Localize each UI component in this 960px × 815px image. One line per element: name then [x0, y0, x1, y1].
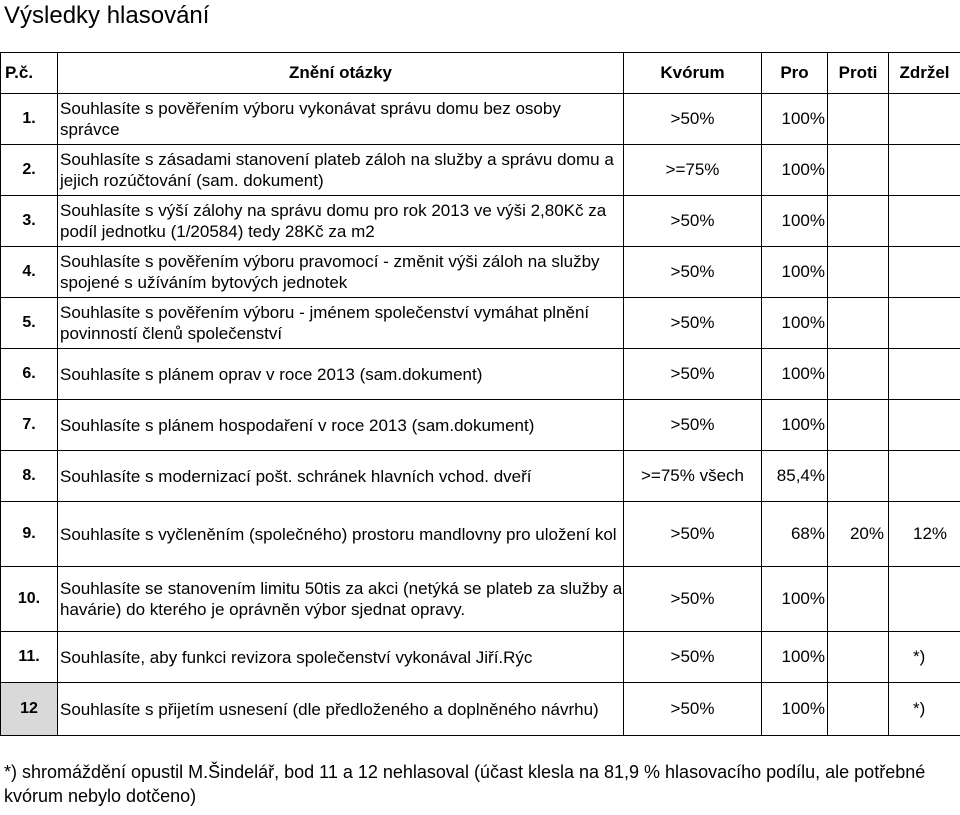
- row-question: Souhlasíte s přijetím usnesení (dle předloženého a doplněného návrhu): [58, 683, 624, 736]
- row-proti: [828, 400, 889, 451]
- row-number: 8.: [1, 451, 58, 502]
- row-proti: [828, 567, 889, 632]
- row-question: Souhlasíte s vyčleněním (společného) prostoru mandlovny pro uložení kol: [58, 502, 624, 567]
- row-proti: [828, 298, 889, 349]
- row-proti: [828, 196, 889, 247]
- row-zdrzel: [889, 94, 960, 145]
- table-row: [1, 298, 960, 349]
- row-question: Souhlasíte s pověřením výboru vykonávat správu domu bez osoby správce: [58, 94, 624, 145]
- row-zdrzel: 12%: [889, 502, 960, 567]
- row-quorum: >50%: [624, 400, 762, 451]
- row-question: Souhlasíte se stanovením limitu 50tis za akci (netýká se plateb za služby a havárie) do kterého je oprávněn výbor sjednat opravy.: [58, 567, 624, 632]
- row-quorum: >50%: [624, 502, 762, 567]
- row-proti: [828, 247, 889, 298]
- header-quorum: Kvórum: [624, 53, 762, 94]
- row-zdrzel: [889, 145, 960, 196]
- row-number: 10.: [1, 567, 58, 632]
- row-quorum: >=75%: [624, 145, 762, 196]
- row-proti: [828, 451, 889, 502]
- header-proti: Proti: [828, 53, 889, 94]
- row-quorum: >50%: [624, 247, 762, 298]
- row-proti: [828, 349, 889, 400]
- row-pro: 100%: [762, 349, 828, 400]
- row-proti: [828, 94, 889, 145]
- row-quorum: >50%: [624, 298, 762, 349]
- row-quorum: >50%: [624, 94, 762, 145]
- row-pro: 100%: [762, 400, 828, 451]
- header-zdrzel: Zdržel: [889, 53, 960, 94]
- row-number: 11.: [1, 632, 58, 683]
- row-question: Souhlasíte s výší zálohy na správu domu pro rok 2013 ve výši 2,80Kč za podíl jednotku (1/20584) tedy 28Kč za m2: [58, 196, 624, 247]
- row-quorum: >50%: [624, 349, 762, 400]
- row-zdrzel: [889, 298, 960, 349]
- row-number: 3.: [1, 196, 58, 247]
- page-title: Výsledky hlasování: [4, 2, 210, 29]
- row-number: 4.: [1, 247, 58, 298]
- row-zdrzel: *): [889, 683, 960, 736]
- row-number: 9.: [1, 502, 58, 567]
- row-quorum: >50%: [624, 196, 762, 247]
- header-row: [1, 53, 960, 94]
- row-number: 5.: [1, 298, 58, 349]
- row-quorum: >50%: [624, 683, 762, 736]
- table-row: [1, 683, 960, 736]
- row-question: Souhlasíte s zásadami stanovení plateb záloh na služby a správu domu a jejich rozúčtování (sam. dokument): [58, 145, 624, 196]
- row-question: Souhlasíte s modernizací pošt. schránek hlavních vchod. dveří: [58, 451, 624, 502]
- row-question: Souhlasíte s plánem oprav v roce 2013 (sam.dokument): [58, 349, 624, 400]
- row-pro: 100%: [762, 632, 828, 683]
- row-question: Souhlasíte s plánem hospodaření v roce 2013 (sam.dokument): [58, 400, 624, 451]
- row-zdrzel: [889, 349, 960, 400]
- row-pro: 100%: [762, 247, 828, 298]
- table-row: [1, 94, 960, 145]
- row-pro: 100%: [762, 298, 828, 349]
- table-row: [1, 196, 960, 247]
- row-question: Souhlasíte s pověřením výboru - jménem společenství vymáhat plnění povinností členů společenství: [58, 298, 624, 349]
- table-row: [1, 632, 960, 683]
- row-question: Souhlasíte, aby funkci revizora společenství vykonával Jiří.Rýc: [58, 632, 624, 683]
- row-proti: [828, 145, 889, 196]
- row-number: 2.: [1, 145, 58, 196]
- row-zdrzel: [889, 451, 960, 502]
- table-row: [1, 400, 960, 451]
- row-pro: 100%: [762, 196, 828, 247]
- row-pro: 100%: [762, 145, 828, 196]
- row-pro: 100%: [762, 94, 828, 145]
- header-pc: P.č.: [1, 53, 58, 94]
- row-zdrzel: [889, 400, 960, 451]
- footnote: *) shromáždění opustil M.Šindelář, bod 11 a 12 nehlasoval (účast klesla na 81,9 % hlasovacího podílu, ale potřebné kvórum nebylo dotčeno): [4, 762, 926, 806]
- row-number: 1.: [1, 94, 58, 145]
- table-row: [1, 451, 960, 502]
- row-pro: 85,4%: [762, 451, 828, 502]
- row-proti: [828, 683, 889, 736]
- row-pro: 100%: [762, 683, 828, 736]
- row-zdrzel: [889, 567, 960, 632]
- table-row: [1, 502, 960, 567]
- row-zdrzel: [889, 196, 960, 247]
- table-row: [1, 145, 960, 196]
- row-pro: 100%: [762, 567, 828, 632]
- row-proti: [828, 632, 889, 683]
- row-pro: 68%: [762, 502, 828, 567]
- header-pro: Pro: [762, 53, 828, 94]
- voting-results-table: [0, 52, 960, 736]
- table-row: [1, 247, 960, 298]
- row-number: 6.: [1, 349, 58, 400]
- header-question: Znění otázky: [58, 53, 624, 94]
- row-zdrzel: [889, 247, 960, 298]
- row-zdrzel: *): [889, 632, 960, 683]
- table-row: [1, 349, 960, 400]
- row-proti: 20%: [828, 502, 889, 567]
- table-row: [1, 567, 960, 632]
- row-quorum: >50%: [624, 567, 762, 632]
- row-question: Souhlasíte s pověřením výboru pravomocí - změnit výši záloh na služby spojené s užíváním bytových jednotek: [58, 247, 624, 298]
- row-number: 7.: [1, 400, 58, 451]
- row-quorum: >50%: [624, 632, 762, 683]
- row-quorum: >=75% všech: [624, 451, 762, 502]
- row-number: 12: [1, 683, 58, 736]
